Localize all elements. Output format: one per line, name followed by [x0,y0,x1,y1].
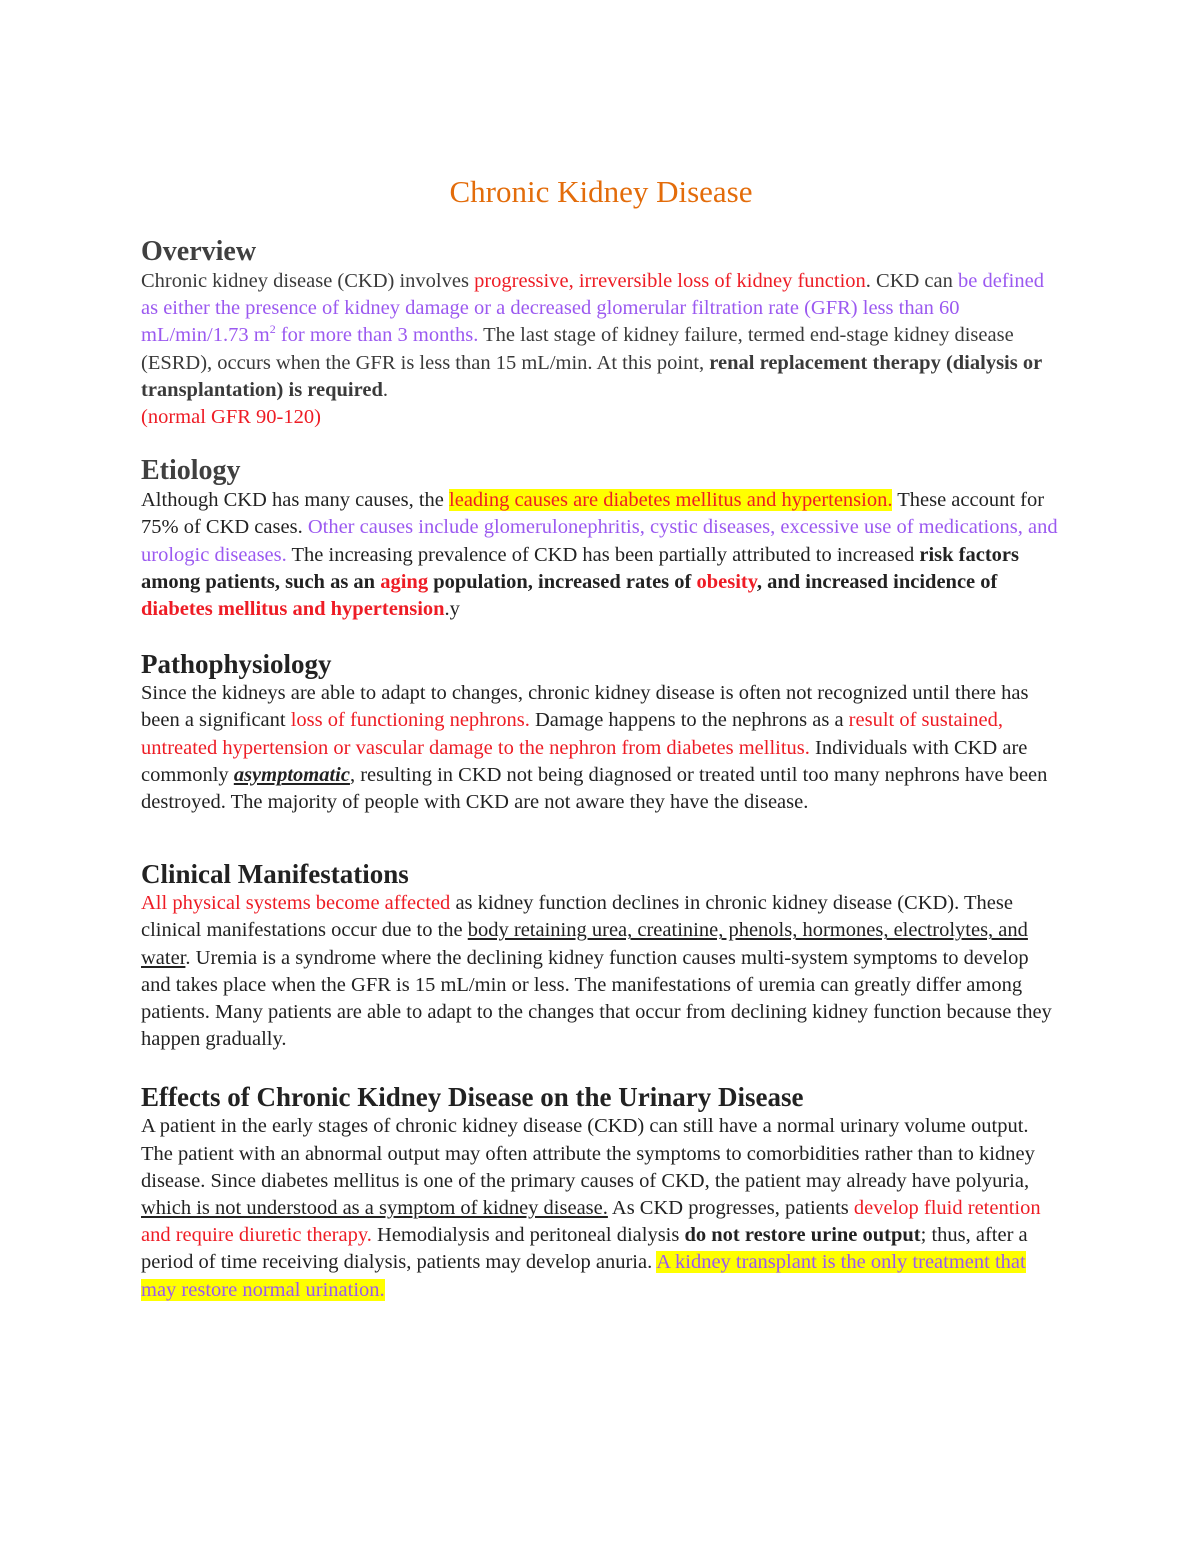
etiology-text-3: These account for 75% of CKD cases. [141,489,1045,539]
overview-text-1: Chronic kidney disease (CKD) involves [141,270,475,292]
document-page [141,170,1061,1304]
urinary-text-6: do not restore urine output [684,1224,921,1247]
clinical-heading: Clinical Manifestations [141,859,409,890]
patho-paragraph [141,680,1061,816]
overview-normal-gfr: (normal GFR 90-120) [141,406,321,429]
etiology-text-7: aging [380,570,429,593]
clinical-text-1: All physical systems become affected [141,892,451,915]
clinical-text-3: body retaining urea, creatinine, phenols, hormones, electrolytes, and water [141,919,1028,969]
etiology-text-11: diabetes mellitus and hypertension [141,598,445,621]
etiology-heading: Etiology [141,455,241,487]
overview-text-2: progressive, irreversible loss of kidney function [474,270,866,292]
urinary-text-7: ; thus, after a period of time receiving dialysis, patients may develop anuria. [141,1224,1028,1274]
urinary-paragraph [141,1113,1061,1303]
patho-text-4: result of sustained, untreated hypertension or vascular damage to the nephron from diabetes mellitus. [141,709,1003,759]
urinary-text-8: A kidney transplant is the only treatment that may restore normal urination. [141,1251,1026,1301]
clinical-paragraph [141,890,1061,1053]
etiology-text-9: obesity [696,570,757,593]
patho-text-7: , resulting in CKD not being diagnosed or treated until too many nephrons have been destroyed. The majority of people with CKD are not aware they have the disease. [141,763,1048,814]
urinary-text-1: A patient in the early stages of chronic kidney disease (CKD) can still have a normal urinary volume output. The patient with an abnormal output may often attribute the symptoms to comorbidities rather than to kidney disease. Since diabetes mellitus is one of the primary causes of CKD, the patient may already have polyuria, [141,1115,1035,1192]
urinary-text-4: develop fluid retention and require diuretic therapy. [141,1197,1041,1247]
etiology-text-8: population, increased rates of [428,570,697,593]
patho-text-5: Individuals with CKD are commonly [141,736,1028,786]
overview-text-4a: be defined as either the presence of kidney damage or a decreased glomerular filtration rate (GFR) less than 60 mL/min/1.73 m [141,270,1044,347]
overview-text-6: The last stage of kidney failure, termed end-stage kidney disease (ESRD), occurs when the GFR is less than 15 mL/min. At this point, [141,324,1014,374]
clinical-text-2: as kidney function declines in chronic kidney disease (CKD). These clinical manifestations occur due to the [141,892,1013,942]
patho-heading: Pathophysiology [141,649,332,680]
patho-text-6: asymptomatic [233,763,350,786]
overview-heading: Overview [141,236,257,267]
etiology-text-6: risk factors among patients, such as an [141,543,1019,593]
clinical-text-4: . Uremia is a syndrome where the declining kidney function causes multi-system symptoms to develop and takes place when the GFR is 15 mL/min or less. The manifestations of uremia can greatly differ among patients. Many patients are able to adapt to the changes that occur from declining kidney function because they happen gradually. [141,946,1052,1051]
etiology-paragraph [141,487,1061,623]
etiology-text-4: Other causes include glomerulonephritis, cystic diseases, excessive use of medications, and urologic diseases. [141,516,1058,566]
etiology-text-5: The increasing prevalence of CKD has been partially attributed to increased [286,543,920,566]
overview-paragraph [141,268,1061,404]
etiology-text-2: leading causes are diabetes mellitus and hypertension. [449,489,893,512]
urinary-text-5: Hemodialysis and peritoneal dialysis [371,1224,685,1247]
etiology-text-12: .y [444,598,460,621]
etiology-text-1: Although CKD has many causes, the [141,489,450,512]
overview-text-8: . [382,378,388,401]
patho-text-1: Since the kidneys are able to adapt to changes, chronic kidney disease is often not recognized until there has been a significant [141,682,1029,732]
document-title: Chronic Kidney Disease [449,174,753,209]
patho-text-3: Damage happens to the nephrons as a [529,709,849,732]
urinary-text-3: As CKD progresses, patients [607,1197,854,1220]
patho-text-2: loss of functioning nephrons. [290,709,530,732]
overview-text-5: for more than 3 months. [275,324,479,347]
overview-text-3: . CKD can [865,270,958,292]
urinary-text-2: which is not understood as a symptom of kidney disease. [141,1197,608,1220]
urinary-heading: Effects of Chronic Kidney Disease on the Urinary Disease [141,1082,804,1113]
etiology-text-10: , and increased incidence of [756,570,998,593]
overview-text-7: renal replacement therapy (dialysis or transplantation) is required [141,351,1042,401]
overview-superscript: 2 [269,322,276,337]
